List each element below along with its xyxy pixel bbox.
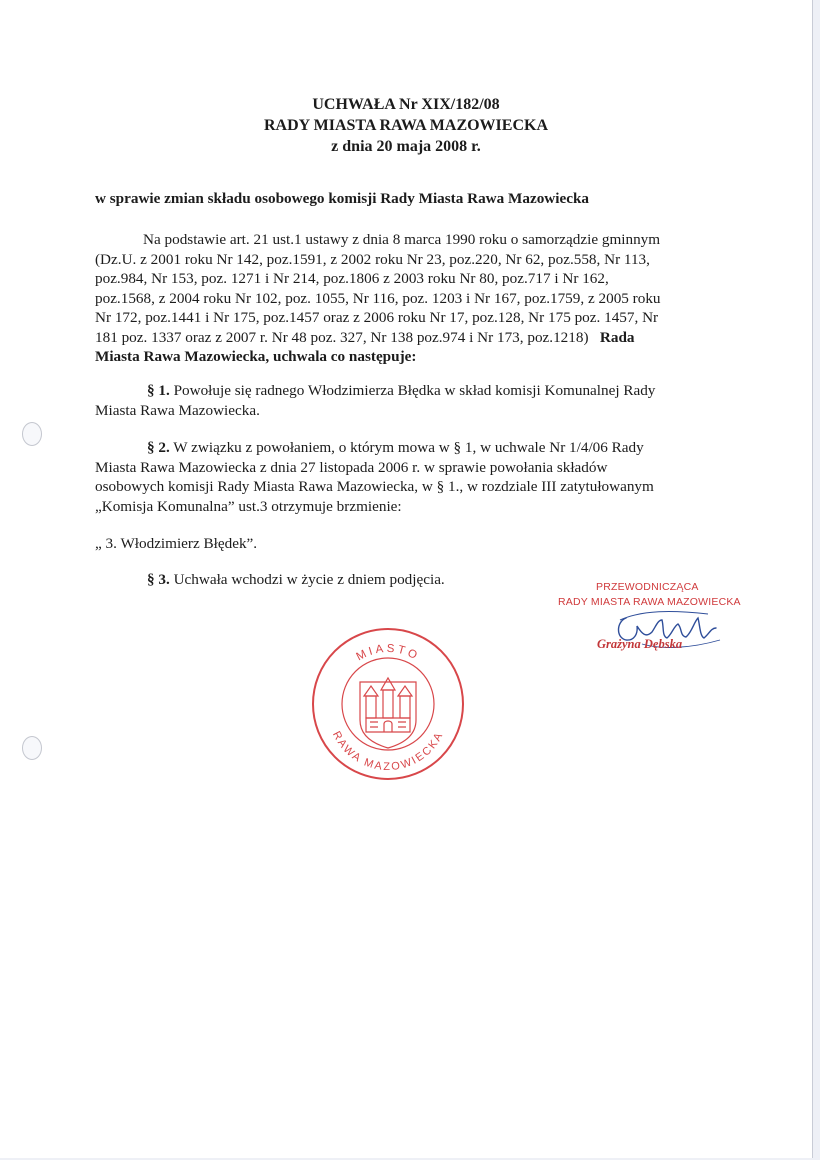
section-2-label: § 2. <box>147 439 170 456</box>
seal-bottom-text-path: RAWA MAZOWIECKA <box>329 729 447 774</box>
preamble-bold-end: Miasta Rawa Mazowiecka, uchwala co następuje: <box>95 348 417 365</box>
chair-name: Grażyna Dębska <box>597 637 683 651</box>
city-seal <box>308 624 468 784</box>
section-2-first-line <box>95 438 735 458</box>
preamble-line: poz.1568, z 2004 roku Nr 102, poz. 1055, Nr 116, poz. 1203 i Nr 167, poz.1759, z 2005 roku <box>95 289 661 307</box>
section-3-text: Uchwała wchodzi w życie z dniem podjęcia. <box>169 571 445 588</box>
resolution-date: z dnia 20 maja 2008 r. <box>331 138 481 155</box>
section-2 <box>95 438 735 516</box>
resolution-subject: w sprawie zmian składu osobowego komisji Rady Miasta Rawa Mazowiecka <box>95 190 590 207</box>
amended-text-quote: „ 3. Włodzimierz Błędek”. <box>95 535 258 552</box>
section-2-line: osobowych komisji Rady Miasta Rawa Mazowiecka, w § 1., w rozdziale III zatytułowanym <box>95 478 654 495</box>
preamble-enactment <box>95 347 725 367</box>
section-3-label: § 3. <box>147 571 170 588</box>
section-1 <box>95 381 735 420</box>
preamble-citation-end: 181 poz. 1337 oraz z 2007 r. Nr 48 poz. 327, Nr 138 poz.974 i Nr 173, poz.1218) <box>95 328 589 346</box>
preamble-line: poz.984, Nr 153, poz. 1271 i Nr 214, poz.1806 z 2003 roku Nr 80, poz.717 i Nr 162, <box>95 270 609 287</box>
preamble-line-last <box>95 328 725 348</box>
issuing-body: RADY MIASTA RAWA MAZOWIECKA <box>263 117 549 134</box>
preamble-line: Na podstawie art. 21 ust.1 ustawy z dnia 8 marca 1990 roku o samorządzie gminnym <box>143 231 661 248</box>
section-2-line: Miasta Rawa Mazowiecka z dnia 27 listopada 2006 r. w sprawie powołania składów <box>95 458 608 476</box>
section-1-label: § 1. <box>147 382 170 399</box>
seal-inner-ring <box>342 658 434 750</box>
punch-hole-top <box>22 422 42 446</box>
seal-coat-of-arms <box>360 678 416 748</box>
section-1-first-line <box>95 381 735 401</box>
section-2-line: „Komisja Komunalna” ust.3 otrzymuje brzmienie: <box>95 497 402 515</box>
section-2-text: W związku z powołaniem, o którym mowa w § 1, w uchwale Nr 1/4/06 Rady <box>169 439 644 456</box>
chair-stamp-title: PRZEWODNICZĄCA <box>596 581 699 593</box>
preamble-line: Nr 172, poz.1441 i Nr 175, poz.1457 oraz z 2006 roku Nr 17, poz.128, Nr 175 poz. 1457, Nr <box>95 309 659 326</box>
preamble-line: (Dz.U. z 2001 roku Nr 142, poz.1591, z 2002 roku Nr 23, poz.220, Nr 62, poz.558, Nr 113, <box>95 250 650 268</box>
resolution-number: UCHWAŁA Nr XIX/182/08 <box>312 96 500 113</box>
preamble <box>95 230 725 367</box>
section-1-text: Powołuje się radnego Włodzimierza Błędka w skład komisji Komunalnej Rady <box>169 382 656 399</box>
section-1-second-line: Miasta Rawa Mazowiecka. <box>95 401 260 419</box>
chair-stamp-body: RADY MIASTA RAWA MAZOWIECKA <box>558 596 741 608</box>
seal-top-text: MIASTO <box>354 642 422 664</box>
punch-hole-bottom <box>22 736 42 760</box>
preamble-bold-start: Rada <box>599 328 635 346</box>
